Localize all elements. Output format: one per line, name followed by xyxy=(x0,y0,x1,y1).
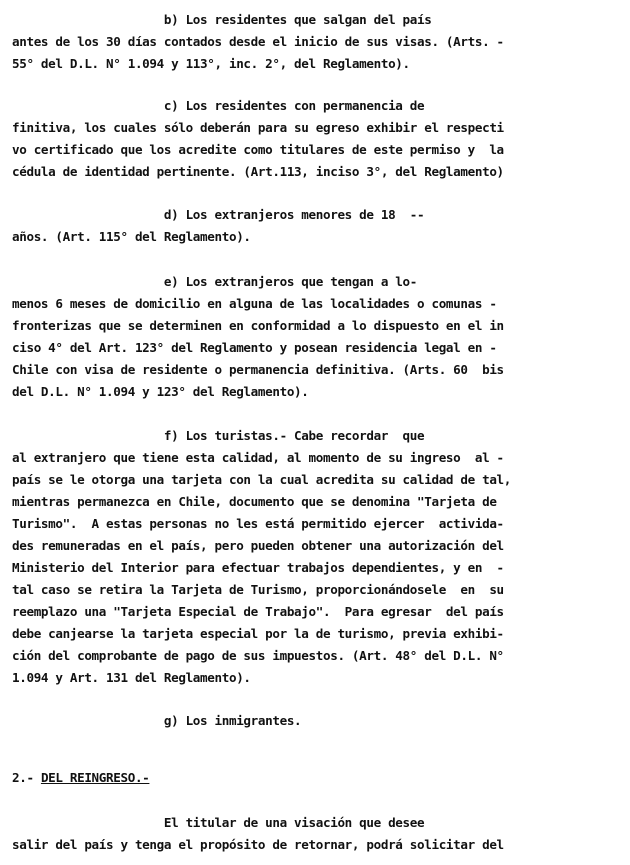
text-line: del D.L. N° 1.094 y 123° del Reglamento). xyxy=(12,384,309,399)
text-line: Ministerio del Interior para efectuar trabajos dependientes, y en - xyxy=(12,560,504,575)
text-line: vo certificado que los acredite como titulares de este permiso y la xyxy=(12,142,504,157)
section-title: DEL REINGRESO.- xyxy=(40,770,150,785)
text-line: Chile con visa de residente o permanencia definitiva. (Arts. 60 bis xyxy=(12,362,504,377)
text-line: f) Los turistas.- Cabe recordar que xyxy=(12,428,425,443)
text-line: fronterizas que se determinen en conformidad a lo dispuesto en el in xyxy=(12,318,504,333)
text-line: ciso 4° del Art. 123° del Reglamento y posean residencia legal en - xyxy=(12,340,497,355)
section-heading xyxy=(12,770,149,785)
text-line: años. (Art. 115° del Reglamento). xyxy=(12,229,251,244)
text-line: El titular de una visación que desee xyxy=(12,815,425,830)
text-line: Turismo". A estas personas no les está permitido ejercer activida- xyxy=(12,516,504,531)
text-line: g) Los inmigrantes. xyxy=(12,713,302,728)
text-line: des remuneradas en el país, pero pueden obtener una autorización del xyxy=(12,538,504,553)
text-line: c) Los residentes con permanencia de xyxy=(12,98,425,113)
text-line: finitiva, los cuales sólo deberán para su egreso exhibir el respecti xyxy=(12,120,504,135)
text-line: mientras permanezca en Chile, documento que se denomina "Tarjeta de xyxy=(12,494,497,509)
text-line: antes de los 30 días contados desde el inicio de sus visas. (Arts. - xyxy=(12,34,504,49)
text-line: 1.094 y Art. 131 del Reglamento). xyxy=(12,670,251,685)
section-number: 2.- xyxy=(12,770,41,785)
text-line: al extranjero que tiene esta calidad, al momento de su ingreso al - xyxy=(12,450,504,465)
text-line: ción del comprobante de pago de sus impuestos. (Art. 48° del D.L. N° xyxy=(12,648,504,663)
text-line: e) Los extranjeros que tengan a lo- xyxy=(12,274,417,289)
text-line: menos 6 meses de domicilio en alguna de las localidades o comunas - xyxy=(12,296,497,311)
text-line: b) Los residentes que salgan del país xyxy=(12,12,432,27)
text-line: reemplazo una "Tarjeta Especial de Trabajo". Para egresar del país xyxy=(12,604,504,619)
text-line: país se le otorga una tarjeta con la cual acredita su calidad de tal, xyxy=(12,472,512,487)
text-line: salir del país y tenga el propósito de retornar, podrá solicitar del xyxy=(12,837,504,852)
text-line: cédula de identidad pertinente. (Art.113, inciso 3°, del Reglamento) xyxy=(12,164,504,179)
text-line: 55° del D.L. N° 1.094 y 113°, inc. 2°, del Reglamento). xyxy=(12,56,410,71)
text-line: tal caso se retira la Tarjeta de Turismo, proporcionándosele en su xyxy=(12,582,504,597)
text-line: debe canjearse la tarjeta especial por la de turismo, previa exhibi- xyxy=(12,626,504,641)
text-line: d) Los extranjeros menores de 18 -- xyxy=(12,207,425,222)
